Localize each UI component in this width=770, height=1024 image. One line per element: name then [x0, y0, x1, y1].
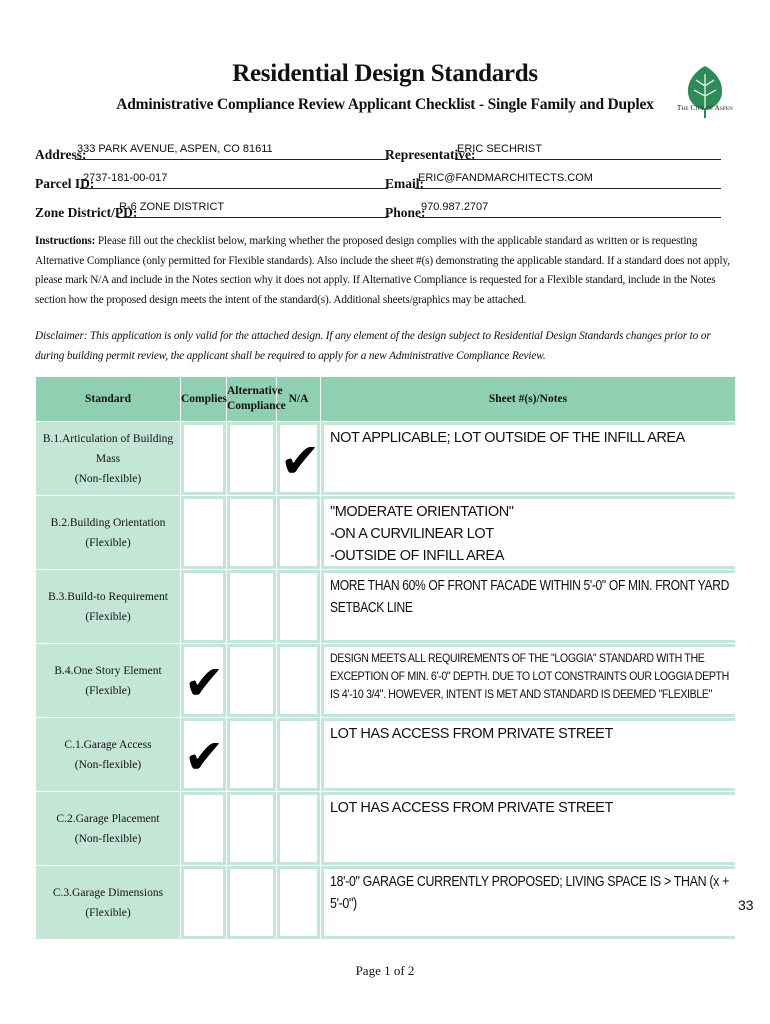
- instructions-paragraph: [35, 232, 735, 310]
- address-field: [35, 143, 388, 163]
- alternative-compliance-checkbox-cell: [227, 422, 277, 496]
- page-subtitle: Administrative Compliance Review Applicant Checklist - Single Family and Duplex: [116, 96, 654, 113]
- checklist-row: [36, 718, 736, 792]
- alternative-compliance-checkbox[interactable]: [230, 647, 273, 714]
- complies-checkbox-cell: [181, 792, 227, 866]
- notes-cell: [321, 422, 736, 496]
- notes-cell: [321, 496, 736, 570]
- representative-field: [385, 143, 721, 163]
- standard-name: B.4.One Story Element: [54, 664, 162, 677]
- complies-checkbox-cell: [181, 866, 227, 940]
- complies-checkbox[interactable]: [184, 573, 223, 640]
- na-checkbox[interactable]: [280, 647, 317, 714]
- checkmark-icon: ✔: [184, 729, 225, 785]
- notes-line: LOT HAS ACCESS FROM PRIVATE STREET: [330, 800, 613, 816]
- parcel-id-label: Parcel ID:: [35, 176, 95, 191]
- na-checkbox[interactable]: [280, 573, 317, 640]
- email-value[interactable]: ERIC@FANDMARCHITECTS.COM: [418, 172, 593, 184]
- notes-line: IS 4'-10 3/4". HOWEVER, INTENT IS MET AND STANDARD IS DEEMED "FLEXIBLE": [330, 687, 713, 701]
- instructions-label: Instructions:: [35, 235, 96, 247]
- checklist-row: [36, 422, 736, 496]
- complies-checkbox[interactable]: [184, 647, 223, 714]
- complies-checkbox-cell: [181, 422, 227, 496]
- page-number: Page 1 of 2: [355, 963, 415, 978]
- alternative-compliance-checkbox-cell: [227, 718, 277, 792]
- notes-field[interactable]: [324, 795, 735, 862]
- na-checkbox-cell: [277, 718, 321, 792]
- complies-checkbox[interactable]: [184, 721, 223, 788]
- zone-district-field: [35, 201, 388, 221]
- checklist-row: [36, 792, 736, 866]
- checkmark-icon: ✔: [280, 433, 321, 489]
- notes-field[interactable]: [324, 721, 735, 788]
- standard-cell: [36, 792, 181, 866]
- complies-checkbox-cell: [181, 496, 227, 570]
- notes-cell: [321, 792, 736, 866]
- na-checkbox-cell: [277, 644, 321, 718]
- standard-name: C.3.Garage Dimensions: [52, 886, 164, 899]
- standard-name: B.2.Building Orientation: [50, 516, 166, 529]
- standard-type: (Non-flexible): [74, 472, 142, 485]
- standard-name: C.1.Garage Access: [64, 738, 152, 751]
- checklist-row: [36, 644, 736, 718]
- standard-cell: [36, 644, 181, 718]
- na-checkbox-cell: [277, 496, 321, 570]
- notes-line: SETBACK LINE: [330, 600, 413, 616]
- standard-type: (Non-flexible): [74, 832, 142, 845]
- alternative-compliance-checkbox-cell: [227, 496, 277, 570]
- alternative-compliance-checkbox-cell: [227, 570, 277, 644]
- standard-name: B.3.Build-to Requirement: [48, 590, 168, 603]
- representative-value[interactable]: ERIC SECHRIST: [457, 143, 542, 155]
- notes-cell: [321, 718, 736, 792]
- checklist-row: [36, 496, 736, 570]
- standard-type: (Flexible): [85, 906, 131, 919]
- notes-cell: [321, 570, 736, 644]
- alternative-compliance-checkbox-cell: [227, 866, 277, 940]
- representative-label: Representative:: [385, 147, 476, 162]
- notes-line: "MODERATE ORIENTATION": [330, 504, 514, 520]
- na-checkbox-cell: [277, 422, 321, 496]
- alternative-compliance-checkbox[interactable]: [230, 795, 273, 862]
- checkmark-icon: ✔: [184, 655, 225, 711]
- alternative-compliance-checkbox-cell: [227, 792, 277, 866]
- alternative-compliance-checkbox[interactable]: [230, 499, 273, 566]
- email-field: [385, 172, 721, 192]
- standard-cell: [36, 866, 181, 940]
- checklist-header-row: [36, 377, 736, 422]
- complies-checkbox[interactable]: [184, 869, 223, 936]
- standard-cell: [36, 422, 181, 496]
- standard-name: C.2.Garage Placement: [56, 812, 160, 825]
- notes-line: NOT APPLICABLE; LOT OUTSIDE OF THE INFILL AREA: [330, 430, 685, 446]
- notes-line: 18'-0" GARAGE CURRENTLY PROPOSED; LIVING SPACE IS > THAN (x +: [330, 874, 729, 890]
- alternative-compliance-checkbox[interactable]: [230, 721, 273, 788]
- notes-line: -ON A CURVILINEAR LOT: [330, 526, 494, 542]
- notes-line: 5'-0"): [330, 896, 357, 912]
- header-alt-line1: Alternative: [227, 385, 283, 397]
- na-checkbox-cell: [277, 792, 321, 866]
- notes-field[interactable]: [324, 499, 735, 566]
- phone-field: [385, 201, 721, 221]
- na-checkbox[interactable]: [280, 499, 317, 566]
- na-checkbox-cell: [277, 866, 321, 940]
- na-checkbox[interactable]: [280, 721, 317, 788]
- alternative-compliance-checkbox[interactable]: [230, 573, 273, 640]
- standard-type: (Flexible): [85, 684, 131, 697]
- na-checkbox[interactable]: [280, 869, 317, 936]
- notes-line: MORE THAN 60% OF FRONT FACADE WITHIN 5'-0" OF MIN. FRONT YARD: [330, 578, 729, 594]
- header-alternative-compliance: [227, 377, 286, 422]
- notes-cell: [321, 644, 736, 718]
- parcel-id-value[interactable]: 2737-181-00-017: [83, 172, 168, 184]
- alternative-compliance-checkbox[interactable]: [230, 869, 273, 936]
- email-label: Email:: [385, 176, 424, 191]
- address-label: Address:: [35, 147, 87, 162]
- na-checkbox[interactable]: [280, 425, 321, 492]
- page-title: Residential Design Standards: [232, 60, 538, 87]
- na-checkbox[interactable]: [280, 795, 317, 862]
- complies-checkbox-cell: [181, 718, 227, 792]
- standard-name: B.1.Articulation of Building Mass: [42, 432, 174, 465]
- notes-field[interactable]: [324, 869, 735, 936]
- standard-cell: [36, 718, 181, 792]
- standard-type: (Non-flexible): [74, 758, 142, 771]
- standard-cell: [36, 496, 181, 570]
- disclaimer-paragraph: Disclaimer: This application is only valid for the attached design. If any element of the design subject to Residential Design Standards changes prior to or during building permit review, the applicant shall be required to apply for a new Administrative Compliance Review.: [35, 330, 711, 362]
- header-complies: Complies: [181, 377, 227, 422]
- side-number: 33: [738, 897, 754, 913]
- standard-type: (Flexible): [85, 610, 131, 623]
- complies-checkbox[interactable]: [184, 499, 223, 566]
- checklist-row: [36, 570, 736, 644]
- notes-line: LOT HAS ACCESS FROM PRIVATE STREET: [330, 726, 613, 742]
- complies-checkbox-cell: [181, 644, 227, 718]
- checklist-body: [36, 422, 736, 940]
- header-standard: Standard: [36, 377, 181, 422]
- phone-value[interactable]: 970.987.2707: [421, 201, 489, 213]
- notes-field[interactable]: [324, 573, 735, 640]
- standard-type: (Flexible): [85, 536, 131, 549]
- notes-field[interactable]: [324, 425, 735, 492]
- address-value[interactable]: 333 PARK AVENUE, ASPEN, CO 81611: [77, 143, 273, 155]
- complies-checkbox[interactable]: [184, 795, 223, 862]
- na-checkbox-cell: [277, 570, 321, 644]
- complies-checkbox[interactable]: [184, 425, 223, 492]
- header-alt-line2: Compliance: [227, 400, 286, 412]
- instructions-text: Please fill out the checklist below, marking whether the proposed design complies with the applicable standard as written or is requesting Alternative Compliance (only permitted for Flexible standards). Also include the sheet #(s) demonstrating the applicable standard. If a standard does not apply, please mark N/A and include in the Notes section why it does not apply. If Alternative Compliance is requested for a Flexible standard, include in the Notes section how the proposed design meets the intent of the standard(s). Additional sheets/graphics may be attached.: [35, 235, 730, 306]
- parcel-id-field: [35, 172, 388, 192]
- alternative-compliance-checkbox[interactable]: [230, 425, 273, 492]
- notes-line: DESIGN MEETS ALL REQUIREMENTS OF THE "LOGGIA" STANDARD WITH THE: [330, 651, 705, 665]
- zone-district-value[interactable]: R-6 ZONE DISTRICT: [119, 201, 225, 213]
- notes-cell: [321, 866, 736, 940]
- phone-label: Phone:: [385, 205, 426, 220]
- header-na: N/A: [277, 377, 321, 422]
- checklist-table: [35, 376, 736, 940]
- notes-line: EXCEPTION OF MIN. 6'-0" DEPTH. DUE TO LOT CONSTRAINTS OUR LOGGIA DEPTH: [330, 669, 729, 683]
- notes-line: -OUTSIDE OF INFILL AREA: [330, 548, 504, 564]
- header-notes: Sheet #(s)/Notes: [321, 377, 736, 422]
- standard-cell: [36, 570, 181, 644]
- notes-field[interactable]: [324, 647, 735, 714]
- checklist-row: [36, 866, 736, 940]
- zone-district-label: Zone District/PD:: [35, 205, 138, 220]
- logo-text: The City of Aspen: [677, 104, 733, 112]
- alternative-compliance-checkbox-cell: [227, 644, 277, 718]
- complies-checkbox-cell: [181, 570, 227, 644]
